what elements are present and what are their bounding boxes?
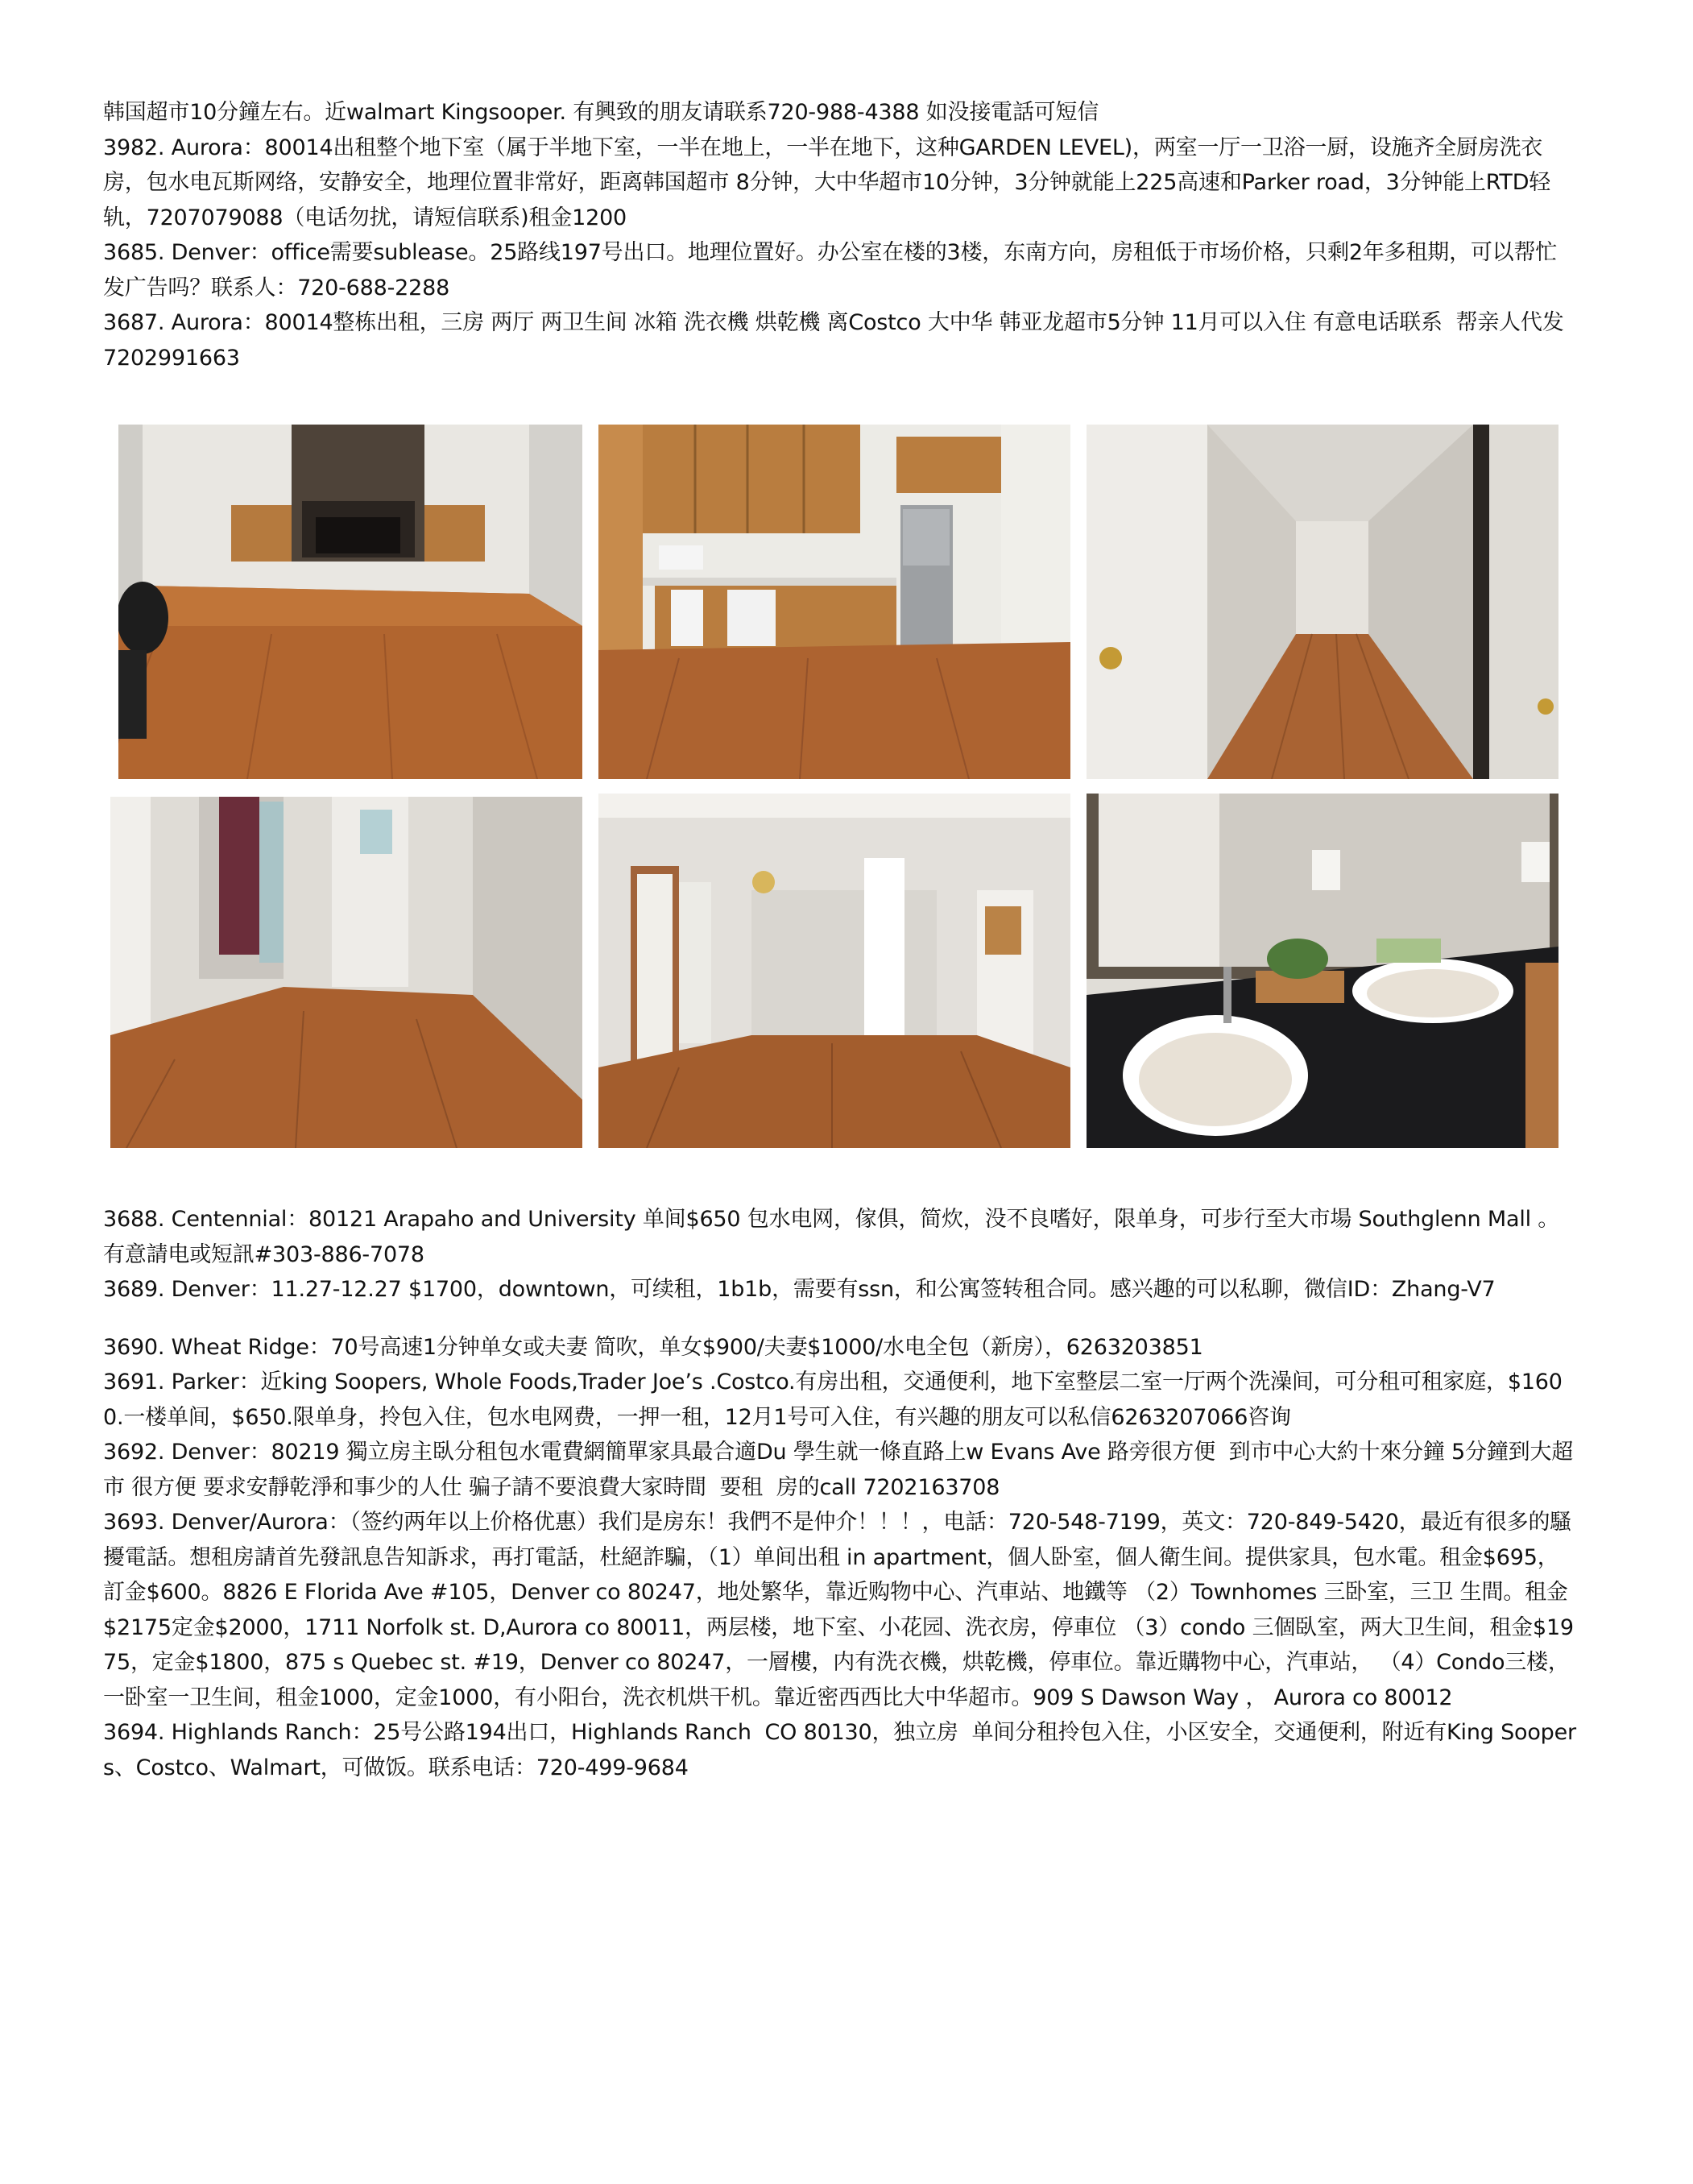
listing-3687: 3687. Aurora：80014整栋出租，三房 两厅 两卫生间 冰箱 洗衣機 烘乾機 离Costco 大中华 韩亚龙超市5分钟 11月可以入住 有意电话联系 帮亲人代发7202991663 [103, 310, 1564, 371]
listing-3685: 3685. Denver：office需要sublease。25路线197号出口。地理位置好。办公室在楼的3楼，东南方向，房租低于市场价格，只剩2年多租期，可以帮忙发广告吗？联系人：720-688-2288 [103, 240, 1558, 300]
bathroom-double-sink-photo [1087, 794, 1558, 1148]
paragraph-gap [103, 1307, 1577, 1330]
listing-continuation: 韩国超市10分鐘左右。近walmart Kingsooper. 有興致的朋友请联系720-988-4388 如没接電話可短信 [103, 100, 1099, 125]
listing-3691: 3691. Parker：近king Soopers, Whole Foods,Trader Joe’s .Costco.有房出租，交通便利，地下室整层二室一厅两个洗澡间，可分租可租家庭，$1600.一楼单间，$650.限单身，拎包入住，包水电网费，一押一租，12月1号可入住，有兴趣的朋友可以私信6263207066咨询 [103, 1370, 1563, 1430]
listings-top-section [103, 95, 1577, 375]
listing-3694: 3694. Highlands Ranch：25号公路194出口，Highlands Ranch CO 80130，独立房 单间分租拎包入住，小区安全，交通便利，附近有King Soopers、Costco、Walmart，可做饭。联系电话：720-499-9684 [103, 1720, 1576, 1780]
entry-room-photo [110, 794, 582, 1148]
living-room-fireplace-photo [110, 425, 582, 779]
dining-room-photo [598, 794, 1070, 1148]
listing-3693: 3693. Denver/Aurora：（签约两年以上价格优惠）我们是房东！我們不是仲介！！！，电話：720-548-7199，英文：720-849-5420，最近有很多的騷擾電話。想租房請首先發訊息告知訴求，再打電話，杜絕詐騙，（1）单间出租 in apartment，個人卧室，個人衛生间。提供家具，包水電。租金$695，訂金$600。8826 E Florida Ave #105，Denver co 80247，地处繁华，靠近购物中心、汽車站、地鐵等 （2）Townhomes 三卧室，三卫 生間。租金$2175定金$2000，1711 Norfolk st. D,Aurora co 80011，两层楼，地下室、小花园、洗衣房，停車位 （3）condo 三個臥室，两大卫生间，租金$1975，定金$1800，875 s Quebec st. #19，Denver co 80247，一層樓，内有洗衣機，烘乾機，停車位。靠近購物中心，汽車站， （4）Condo三楼，一卧室一卫生间，租金1000，定金1000，有小阳台，洗衣机烘干机。靠近密西西比大中华超市。909 S Dawson Way ， Aurora co 80012 [103, 1510, 1574, 1710]
hallway-photo [1087, 425, 1558, 779]
listing-3690: 3690. Wheat Ridge：70号高速1分钟单女或夫妻 简吹，单女$900/夫妻$1000/水电全包（新房），6263203851 [103, 1334, 1203, 1360]
listing-3982: 3982. Aurora：80014出租整个地下室（属于半地下室，一半在地上，一半在地下，这种GARDEN LEVEL)，两室一厅一卫浴一厨，设施齐全厨房洗衣房，包水电瓦斯网络，安静安全，地理位置非常好，距离韩国超市 8分钟，大中华超市10分钟，3分钟就能上225高速和Parker road，3分钟能上RTD轻轨，7207079088（电话勿扰，请短信联系)租金1200 [103, 135, 1551, 230]
kitchen-photo [598, 425, 1070, 779]
listing-3688: 3688. Centennial：80121 Arapaho and University 单间$650 包水电网，傢俱，简炊，没不良嗜好，限单身，可步行至大市場 Southglenn Mall 。有意請电或短訊#303-886-7078 [103, 1207, 1560, 1267]
listing-3689: 3689. Denver：11.27-12.27 $1700，downtown，可续租，1b1b，需要有ssn，和公寓签转租合同。感兴趣的可以私聊，微信ID：Zhang-V7 [103, 1277, 1496, 1302]
listing-photo-grid [110, 425, 1558, 1148]
listings-bottom-section [103, 1202, 1577, 1785]
listing-3692: 3692. Denver：80219 獨立房主臥分租包水電費網簡單家具最合適Du 學生就一條直路上w Evans Ave 路旁很方便 到市中心大約十來分鐘 5分鐘到大超市 很方便 要求安靜乾淨和事少的人仕 骗子請不要浪費大家時間 要租 房的call 7202163708 [103, 1440, 1574, 1500]
